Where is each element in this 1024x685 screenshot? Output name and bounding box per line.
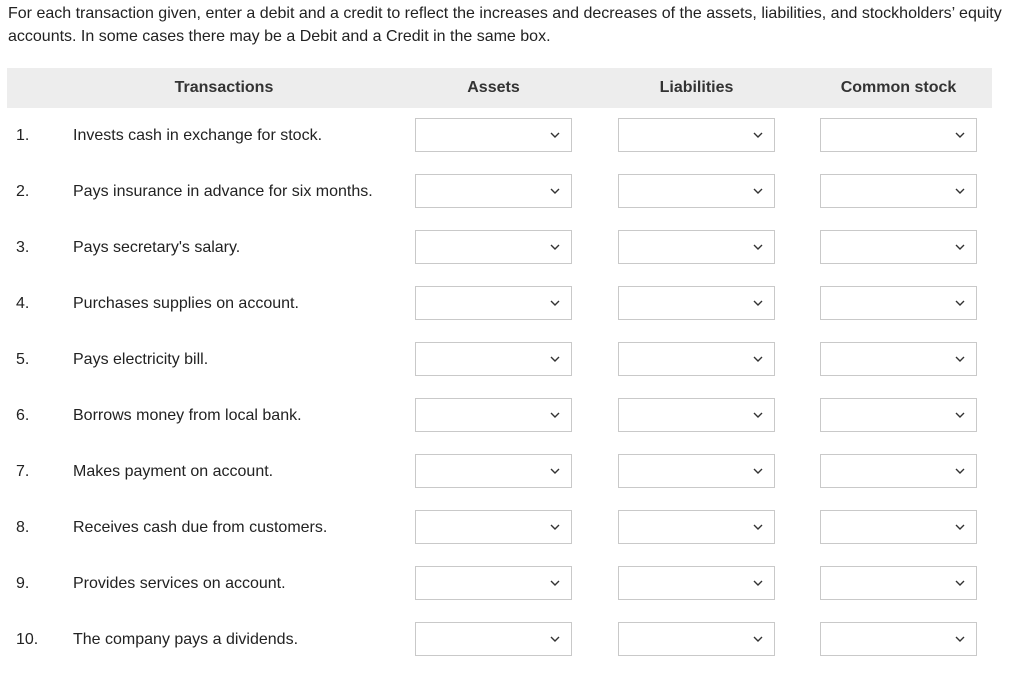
row-number: 7. [16, 463, 30, 480]
chevron-down-icon [953, 240, 967, 254]
chevron-down-icon [548, 408, 562, 422]
header-assets: Assets [467, 79, 520, 96]
common-stock-dropdown[interactable] [820, 342, 977, 376]
chevron-down-icon [953, 184, 967, 198]
row-number: 6. [16, 407, 30, 424]
chevron-down-icon [751, 464, 765, 478]
transaction-description: Provides services on account. [73, 575, 286, 592]
common-stock-dropdown[interactable] [820, 118, 977, 152]
chevron-down-icon [548, 184, 562, 198]
table-row [0, 622, 1024, 678]
transaction-description: Makes payment on account. [73, 463, 274, 480]
assets-dropdown[interactable] [415, 118, 572, 152]
common-stock-dropdown[interactable] [820, 622, 977, 656]
transaction-description: Pays insurance in advance for six months. [73, 183, 373, 200]
chevron-down-icon [548, 520, 562, 534]
chevron-down-icon [953, 464, 967, 478]
assets-dropdown[interactable] [415, 174, 572, 208]
assets-dropdown[interactable] [415, 286, 572, 320]
chevron-down-icon [548, 296, 562, 310]
common-stock-dropdown[interactable] [820, 230, 977, 264]
liabilities-dropdown[interactable] [618, 286, 775, 320]
row-number: 10. [16, 631, 39, 648]
chevron-down-icon [953, 408, 967, 422]
chevron-down-icon [548, 632, 562, 646]
chevron-down-icon [953, 296, 967, 310]
assets-dropdown[interactable] [415, 454, 572, 488]
chevron-down-icon [751, 576, 765, 590]
instructions-text: For each transaction given, enter a debit and a credit to reflect the increases and decreases of the assets, liabilities, and stockholders’ equity accounts. In some cases there may be a Debit and a Credit in the same box. [8, 5, 1002, 45]
liabilities-dropdown[interactable] [618, 566, 775, 600]
common-stock-dropdown[interactable] [820, 398, 977, 432]
table-row [0, 342, 1024, 398]
transaction-description: Pays secretary's salary. [73, 239, 241, 256]
common-stock-dropdown[interactable] [820, 566, 977, 600]
transaction-description: Purchases supplies on account. [73, 295, 299, 312]
chevron-down-icon [751, 408, 765, 422]
row-number: 4. [16, 295, 30, 312]
liabilities-dropdown[interactable] [618, 230, 775, 264]
liabilities-dropdown[interactable] [618, 398, 775, 432]
liabilities-dropdown[interactable] [618, 118, 775, 152]
transaction-description: Invests cash in exchange for stock. [73, 127, 323, 144]
assets-dropdown[interactable] [415, 510, 572, 544]
row-number: 5. [16, 351, 30, 368]
transaction-description: Pays electricity bill. [73, 351, 209, 368]
row-number: 9. [16, 575, 30, 592]
chevron-down-icon [751, 184, 765, 198]
row-number: 2. [16, 183, 30, 200]
common-stock-dropdown[interactable] [820, 510, 977, 544]
chevron-down-icon [548, 576, 562, 590]
chevron-down-icon [751, 520, 765, 534]
assets-dropdown[interactable] [415, 566, 572, 600]
table-row [0, 230, 1024, 286]
assets-dropdown[interactable] [415, 622, 572, 656]
assets-dropdown[interactable] [415, 230, 572, 264]
liabilities-dropdown[interactable] [618, 622, 775, 656]
liabilities-dropdown[interactable] [618, 174, 775, 208]
chevron-down-icon [548, 128, 562, 142]
chevron-down-icon [751, 240, 765, 254]
row-number: 1. [16, 127, 30, 144]
chevron-down-icon [953, 632, 967, 646]
chevron-down-icon [548, 352, 562, 366]
liabilities-dropdown[interactable] [618, 342, 775, 376]
table-row [0, 398, 1024, 454]
chevron-down-icon [953, 520, 967, 534]
common-stock-dropdown[interactable] [820, 174, 977, 208]
table-row [0, 118, 1024, 174]
table-row [0, 566, 1024, 622]
chevron-down-icon [548, 240, 562, 254]
common-stock-dropdown[interactable] [820, 286, 977, 320]
transaction-description: Receives cash due from customers. [73, 519, 328, 536]
table-row [0, 286, 1024, 342]
chevron-down-icon [953, 352, 967, 366]
chevron-down-icon [548, 464, 562, 478]
row-number: 8. [16, 519, 30, 536]
table-header [7, 68, 992, 108]
assets-dropdown[interactable] [415, 398, 572, 432]
common-stock-dropdown[interactable] [820, 454, 977, 488]
header-liabilities: Liabilities [659, 79, 734, 96]
row-number: 3. [16, 239, 30, 256]
assets-dropdown[interactable] [415, 342, 572, 376]
chevron-down-icon [751, 352, 765, 366]
table-row [0, 174, 1024, 230]
chevron-down-icon [751, 296, 765, 310]
transaction-description: The company pays a dividends. [73, 631, 299, 648]
transaction-description: Borrows money from local bank. [73, 407, 302, 424]
liabilities-dropdown[interactable] [618, 454, 775, 488]
header-common-stock: Common stock [840, 79, 957, 96]
chevron-down-icon [751, 632, 765, 646]
table-row [0, 510, 1024, 566]
chevron-down-icon [953, 128, 967, 142]
chevron-down-icon [751, 128, 765, 142]
table-row [0, 454, 1024, 510]
header-transactions: Transactions [174, 79, 274, 96]
chevron-down-icon [953, 576, 967, 590]
liabilities-dropdown[interactable] [618, 510, 775, 544]
